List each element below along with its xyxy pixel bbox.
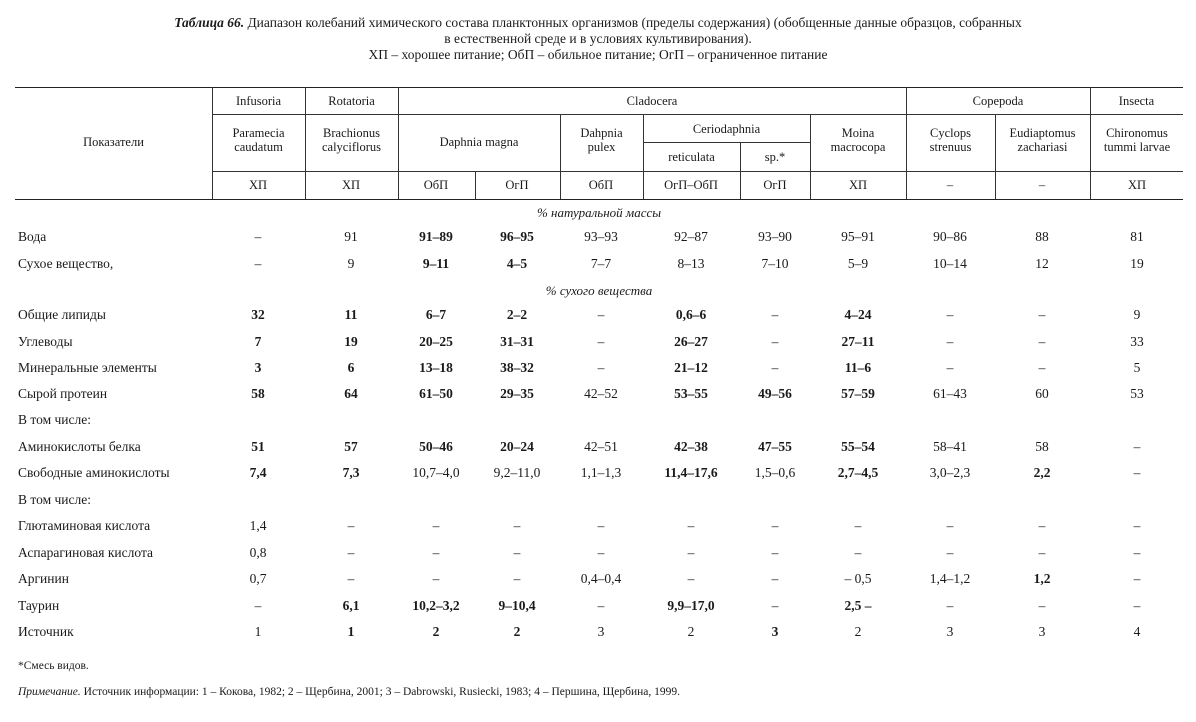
table-cell: 4 xyxy=(1133,624,1141,639)
table-cell: 0,7 xyxy=(249,571,267,586)
table-cell: 42–51 xyxy=(584,439,618,454)
feeding-cell: ХП xyxy=(1127,178,1147,192)
group-infusoria: Infusoria xyxy=(235,94,282,108)
row-label: Сырой протеин xyxy=(18,386,108,401)
table-cell: 47–55 xyxy=(758,439,792,454)
table-cell: 9 xyxy=(347,256,355,271)
table-cell: 11,4–17,6 xyxy=(664,465,718,480)
table-cell: – xyxy=(1133,598,1141,613)
table-cell: 0,8 xyxy=(249,545,267,560)
table-cell: 2,2 xyxy=(1033,465,1051,480)
table-cell: 3 xyxy=(946,624,954,639)
table-cell: 9–11 xyxy=(422,256,450,271)
table-cell: – xyxy=(513,571,521,586)
table-cell: 49–56 xyxy=(758,386,792,401)
table-cell: – xyxy=(597,598,605,613)
table-cell: 10,2–3,2 xyxy=(412,598,460,613)
table-cell: – xyxy=(771,571,779,586)
table-cell: – xyxy=(687,545,695,560)
row-label: Вода xyxy=(18,229,47,244)
table-cell: – xyxy=(771,518,779,533)
row-label: Свободные аминокислоты xyxy=(18,465,170,480)
table-cell: – xyxy=(946,360,954,375)
caption-line-3: ХП – хорошее питание; ОбП – обильное питание; ОгП – ограниченное питание xyxy=(368,47,828,62)
table-cell: 2 xyxy=(432,624,440,639)
header-line-ceriodaphnia xyxy=(643,142,810,143)
table-cell: 92–87 xyxy=(674,229,708,244)
table-cell: – xyxy=(254,229,262,244)
table-cell: 88 xyxy=(1035,229,1049,244)
table-cell: 32 xyxy=(251,307,265,322)
row-label: Углеводы xyxy=(18,334,73,349)
table-cell: – xyxy=(1038,518,1046,533)
table-cell: – xyxy=(771,334,779,349)
table-cell: – xyxy=(946,334,954,349)
table-cell: 8–13 xyxy=(677,256,705,271)
table-cell: 19 xyxy=(344,334,358,349)
table-cell: 6–7 xyxy=(425,307,447,322)
table-cell: 1,4–1,2 xyxy=(929,571,971,586)
table-cell: 21–12 xyxy=(674,360,708,375)
table-cell: 3 xyxy=(1038,624,1046,639)
feeding-cell: ХП xyxy=(848,178,868,192)
table-cell: 1 xyxy=(254,624,262,639)
species-moina: Moina macrocopa xyxy=(830,126,886,154)
table-cell: 90–86 xyxy=(933,229,967,244)
table-cell: – xyxy=(687,571,695,586)
table-cell: 11–6 xyxy=(844,360,872,375)
table-cell: 3 xyxy=(597,624,605,639)
species-ceriodaphnia: Ceriodaphnia xyxy=(692,122,761,136)
indicator-header: Показатели xyxy=(83,135,144,149)
row-label: Минеральные элементы xyxy=(18,360,157,375)
feeding-cell: ХП xyxy=(248,178,268,192)
table-cell: 57–59 xyxy=(841,386,875,401)
table-cell: 53 xyxy=(1130,386,1144,401)
table-cell: 2,7–4,5 xyxy=(837,465,879,480)
row-label: В том числе: xyxy=(18,412,91,427)
table-cell: 7–7 xyxy=(590,256,612,271)
footnote-note xyxy=(18,686,680,698)
table-cell: – xyxy=(254,598,262,613)
table-cell: 1 xyxy=(347,624,355,639)
table-cell: – xyxy=(347,571,355,586)
table-cell: 51 xyxy=(251,439,265,454)
table-cell: 58–41 xyxy=(933,439,967,454)
table-cell: 5–9 xyxy=(847,256,869,271)
species-cyclops: Cyclops strenuus xyxy=(929,126,972,154)
table-cell: 93–90 xyxy=(758,229,792,244)
feeding-cell: ОгП xyxy=(505,178,529,192)
feeding-cell: ОгП xyxy=(763,178,787,192)
table-top-rule xyxy=(15,87,1183,88)
table-cell: 4–24 xyxy=(844,307,872,322)
caption-line-2: в естественной среде и в условиях культивирования). xyxy=(444,31,752,46)
row-label: Глютаминовая кислота xyxy=(18,518,151,533)
table-cell: – xyxy=(771,307,779,322)
table-cell: – xyxy=(597,307,605,322)
table-cell: 58 xyxy=(251,386,265,401)
group-insecta: Insecta xyxy=(1118,94,1155,108)
table-cell: 1,1–1,3 xyxy=(580,465,622,480)
table-cell: 7,4 xyxy=(249,465,267,480)
table-cell: – xyxy=(597,518,605,533)
table-cell: 2 xyxy=(854,624,862,639)
table-cell: 13–18 xyxy=(419,360,453,375)
table-cell: 3 xyxy=(771,624,779,639)
feeding-cell: ОбП xyxy=(588,178,614,192)
feeding-cell: – xyxy=(1038,178,1046,192)
table-cell: – xyxy=(513,518,521,533)
table-cell: 1,5–0,6 xyxy=(754,465,796,480)
table-cell: 60 xyxy=(1035,386,1049,401)
caption-line-1 xyxy=(0,15,1196,31)
table-cell: 2,5 – xyxy=(844,598,872,613)
table-cell: 95–91 xyxy=(841,229,875,244)
table-cell: 2 xyxy=(687,624,695,639)
table-cell: – xyxy=(1133,465,1141,480)
table-cell: 9,9–17,0 xyxy=(667,598,715,613)
table-cell: 57 xyxy=(344,439,358,454)
table-cell: 0,4–0,4 xyxy=(580,571,622,586)
table-cell: – xyxy=(432,518,440,533)
row-label: Сухое вещество, xyxy=(18,256,114,271)
table-cell: – xyxy=(1133,518,1141,533)
row-label: Общие липиды xyxy=(18,307,106,322)
table-cell: 10–14 xyxy=(933,256,967,271)
table-cell: 42–38 xyxy=(674,439,708,454)
table-cell: – xyxy=(771,598,779,613)
table-cell: 61–50 xyxy=(419,386,453,401)
table-cell: 9–10,4 xyxy=(498,598,536,613)
table-cell: – xyxy=(432,545,440,560)
footnote-asterisk: *Смесь видов. xyxy=(18,660,89,672)
table-cell: 20–24 xyxy=(500,439,534,454)
note-label: Примечание. xyxy=(18,686,81,698)
table-cell: 4–5 xyxy=(506,256,528,271)
row-label: Аспарагиновая кислота xyxy=(18,545,154,560)
table-cell: – xyxy=(1133,439,1141,454)
species-daphnia-pulex: Dahpnia pulex xyxy=(580,126,623,154)
section-natural-mass: % натуральной массы xyxy=(536,205,662,220)
table-cell: – xyxy=(771,360,779,375)
table-cell: – xyxy=(597,360,605,375)
table-cell: – xyxy=(946,518,954,533)
table-cell: 12 xyxy=(1035,256,1049,271)
table-cell: 3,0–2,3 xyxy=(929,465,971,480)
caption-label: Таблица 66. xyxy=(174,15,245,30)
table-cell: – xyxy=(1038,360,1046,375)
note-text: Источник информации: 1 – Кокова, 1982; 2 – Щербина, 2001; 3 – Dabrowski, Rusiecki, 1983; 4 – Першина, Щербина, 1999. xyxy=(83,686,681,698)
feeding-cell: ХП xyxy=(341,178,361,192)
table-cell: – xyxy=(687,518,695,533)
table-cell: – xyxy=(854,518,862,533)
row-label: Аминокислоты белка xyxy=(18,439,141,454)
table-caption xyxy=(0,15,1196,63)
header-line-groups xyxy=(212,114,1183,115)
species-brachionus: Brachionus calyciflorus xyxy=(321,126,381,154)
table-cell: 7,3 xyxy=(342,465,360,480)
table-cell: – xyxy=(347,545,355,560)
section-dry-matter: % сухого вещества xyxy=(545,283,653,298)
row-label: Источник xyxy=(18,624,74,639)
table-cell: 91 xyxy=(344,229,358,244)
table-cell: – xyxy=(946,598,954,613)
table-cell: – xyxy=(597,334,605,349)
table-cell: 50–46 xyxy=(419,439,453,454)
table-cell: – xyxy=(1133,571,1141,586)
table-cell: – xyxy=(597,545,605,560)
table-cell: 7–10 xyxy=(761,256,789,271)
group-rotatoria: Rotatoria xyxy=(328,94,375,108)
feeding-cell: – xyxy=(946,178,954,192)
feeding-cell: ОгП–ОбП xyxy=(664,178,718,192)
table-cell: – xyxy=(771,545,779,560)
table-cell: 6,1 xyxy=(342,598,360,613)
table-cell: 93–93 xyxy=(584,229,618,244)
table-cell: – xyxy=(1038,307,1046,322)
group-cladocera: Cladocera xyxy=(626,94,678,108)
header-line-feeding xyxy=(212,171,1183,172)
table-cell: 2–2 xyxy=(506,307,528,322)
table-cell: 96–95 xyxy=(500,229,534,244)
table-cell: – xyxy=(432,571,440,586)
table-cell: 27–11 xyxy=(841,334,875,349)
table-cell: 1,4 xyxy=(249,518,267,533)
caption-text-1: Диапазон колебаний химического состава планктонных организмов (пределы содержания) (обобщенные данные образцов, собранных xyxy=(247,15,1022,30)
table-cell: – 0,5 xyxy=(844,571,872,586)
table-cell: 9 xyxy=(1133,307,1141,322)
table-cell: – xyxy=(513,545,521,560)
table-cell: 91–89 xyxy=(419,229,453,244)
table-cell: 61–43 xyxy=(933,386,967,401)
group-copepoda: Copepoda xyxy=(972,94,1024,108)
table-cell: – xyxy=(254,256,262,271)
table-cell: – xyxy=(1038,545,1046,560)
row-label: Таурин xyxy=(18,598,60,613)
species-paramecia: Paramecia caudatum xyxy=(232,126,285,154)
table-cell: 42–52 xyxy=(584,386,618,401)
table-cell: 10,7–4,0 xyxy=(412,465,460,480)
table-cell: – xyxy=(946,307,954,322)
table-cell: 20–25 xyxy=(419,334,453,349)
table-cell: 6 xyxy=(347,360,355,375)
header-bottom-rule xyxy=(15,199,1183,200)
table-cell: 2 xyxy=(513,624,521,639)
table-cell: 29–35 xyxy=(500,386,534,401)
table-cell: 3 xyxy=(254,360,262,375)
table-cell: – xyxy=(1038,334,1046,349)
feeding-cell: ОбП xyxy=(423,178,449,192)
table-cell: 5 xyxy=(1133,360,1141,375)
row-label: Аргинин xyxy=(18,571,69,586)
table-cell: 58 xyxy=(1035,439,1049,454)
row-label: В том числе: xyxy=(18,492,91,507)
table-cell: – xyxy=(347,518,355,533)
table-cell: 1,2 xyxy=(1033,571,1051,586)
table-cell: 7 xyxy=(254,334,262,349)
table-cell: 9,2–11,0 xyxy=(493,465,541,480)
species-sp: sp.* xyxy=(764,150,786,164)
species-chironomus: Chironomus tummi larvae xyxy=(1103,126,1171,154)
table-cell: 11 xyxy=(344,307,358,322)
species-daphnia-magna: Daphnia magna xyxy=(439,135,519,149)
table-cell: 64 xyxy=(344,386,358,401)
table-cell: 81 xyxy=(1130,229,1144,244)
table-cell: 0,6–6 xyxy=(675,307,707,322)
table-cell: – xyxy=(854,545,862,560)
table-cell: 53–55 xyxy=(674,386,708,401)
species-reticulata: reticulata xyxy=(668,150,715,164)
species-eudiaptomus: Eudiaptomus zachariasi xyxy=(1009,126,1076,154)
table-cell: 55–54 xyxy=(841,439,875,454)
table-cell: 31–31 xyxy=(500,334,534,349)
table-cell: – xyxy=(1038,598,1046,613)
table-cell: 33 xyxy=(1130,334,1144,349)
table-cell: 26–27 xyxy=(674,334,708,349)
table-cell: 38–32 xyxy=(500,360,534,375)
table-cell: 19 xyxy=(1130,256,1144,271)
table-cell: – xyxy=(1133,545,1141,560)
table-cell: – xyxy=(946,545,954,560)
